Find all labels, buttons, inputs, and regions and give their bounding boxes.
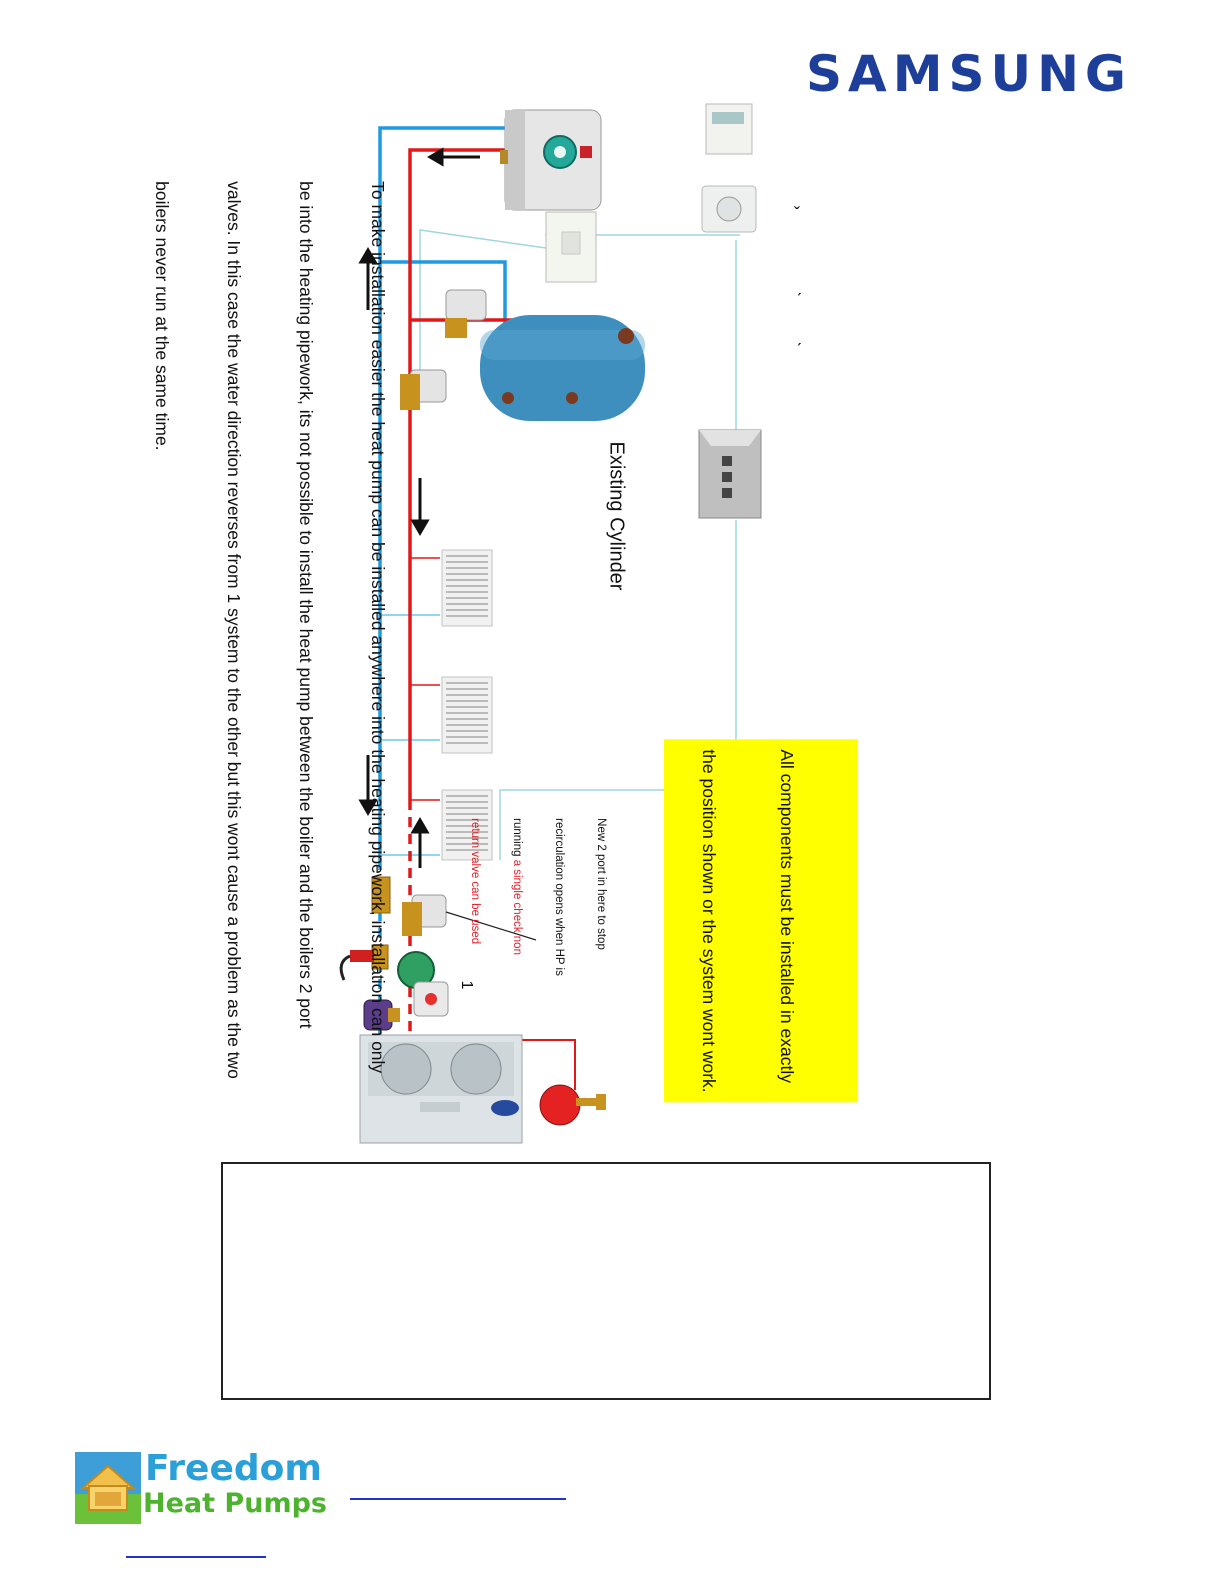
room-thermostat — [702, 186, 756, 232]
installation-note-line: To make installation easier the heat pump can be installed anywhere into the heating pipework, installation can only — [368, 181, 388, 1074]
warning-line: the position shown or the system wont work. — [699, 749, 719, 1093]
existing-cylinder — [480, 315, 645, 421]
programmer — [706, 104, 752, 154]
svg-text:ˏ: ˏ — [796, 276, 802, 296]
valve-note-highlight-line: return valve can be used — [469, 818, 481, 945]
installation-note-line: be into the heating pipework, its not possible to install the heat pump between the boiler and the boilers 2 port — [296, 181, 316, 1029]
website-link-underline[interactable] — [350, 1498, 566, 1500]
valve-note-text: running — [511, 818, 523, 860]
valve-note — [454, 818, 636, 976]
valve-note-highlight: a single check non — [511, 859, 523, 955]
zone-valve-boiler — [445, 290, 486, 338]
cylinder-label: Existing Cylinder — [605, 441, 628, 591]
pump-number-label: 1 — [458, 980, 475, 990]
expansion-vessel — [540, 1085, 606, 1125]
warning-line: All components must be installed in exactly — [777, 749, 797, 1083]
valve-note-line — [510, 818, 524, 976]
installation-note — [126, 181, 438, 1079]
valve-note-line: New 2 port in here to stop — [595, 818, 607, 950]
boiler — [500, 110, 601, 210]
house-icon — [75, 1452, 141, 1524]
wiring-centre — [546, 212, 596, 282]
valve-note-line: recirculation opens when HP is — [553, 818, 565, 976]
radiator-2 — [442, 677, 492, 753]
samsung-logo: SAMSUNG — [806, 45, 1132, 103]
svg-text:ˏ: ˏ — [796, 326, 802, 346]
radiator-1 — [442, 550, 492, 626]
email-link-underline[interactable] — [126, 1556, 266, 1558]
logo-word-freedom: Freedom — [145, 1448, 322, 1489]
freedom-heat-pumps-logo — [75, 1448, 365, 1528]
svg-text:ˇ: ˇ — [794, 204, 800, 224]
warning-note — [664, 739, 858, 1102]
junction-box — [699, 430, 761, 518]
installation-note-line: valves. In this case the water direction reverses from 1 system to the other but this wont cause a problem as the two — [224, 181, 244, 1079]
margin-tick-marks — [794, 204, 802, 346]
logo-word-heat-pumps: Heat Pumps — [143, 1488, 327, 1519]
installation-note-line: boilers never run at the same time. — [152, 181, 172, 451]
notes-panel — [221, 1162, 991, 1400]
